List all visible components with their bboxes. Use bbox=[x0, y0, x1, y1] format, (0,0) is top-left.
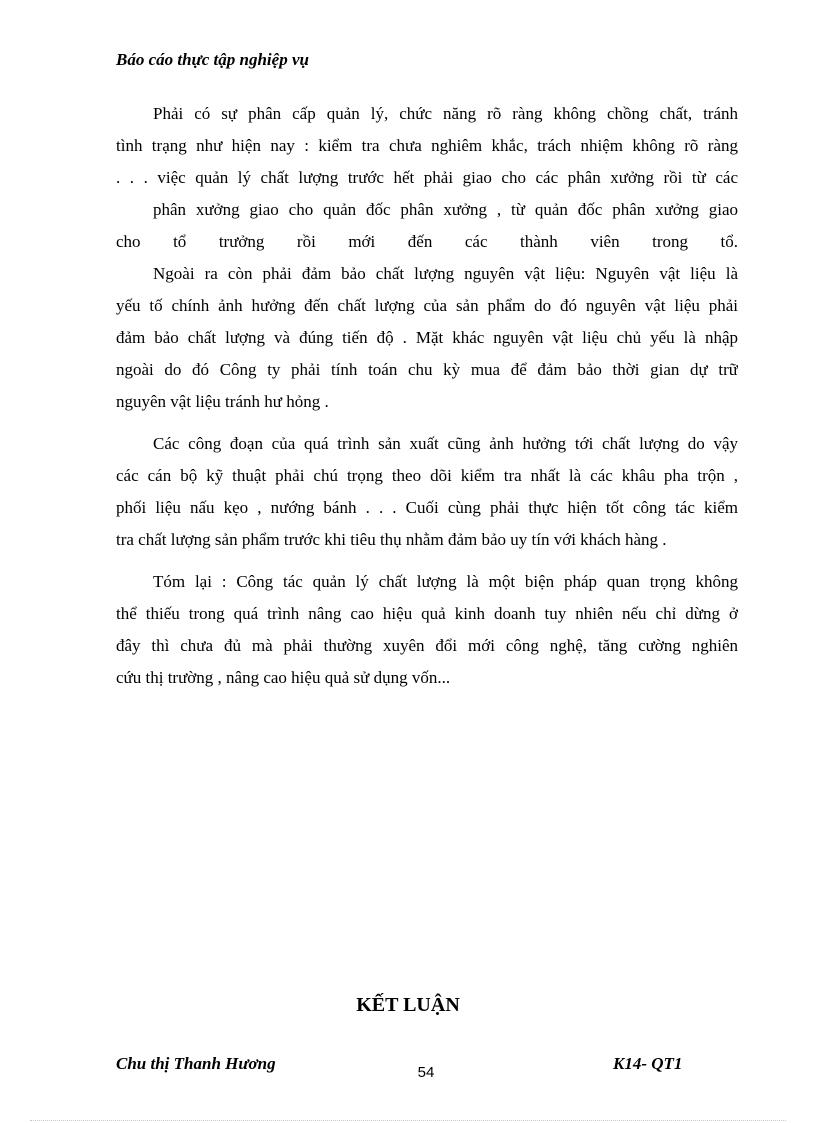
footer-class-code: K14- QT1 bbox=[613, 1054, 683, 1073]
text-line: thể thiếu trong quá trình nâng cao hiệu quả kinh doanh tuy nhiên nếu chỉ dừng ở bbox=[116, 604, 738, 623]
text-line: đây thì chưa đủ mà phải thường xuyên đổi mới công nghệ, tăng cường nghiên bbox=[116, 636, 738, 655]
text-line: cho tổ trưởng rồi mới đến các thành viên trong tổ. bbox=[116, 232, 738, 251]
paragraph bbox=[116, 194, 738, 258]
text-line: các cán bộ kỹ thuật phải chú trọng theo dõi kiểm tra nhất là các khâu pha trộn , bbox=[116, 466, 738, 485]
paragraph-gap bbox=[116, 556, 738, 566]
paragraph-gap bbox=[116, 418, 738, 428]
text-line: ngoài do đó Công ty phải tính toán chu kỳ mua để đảm bảo thời gian dự trữ bbox=[116, 360, 738, 379]
text-line: Phải có sự phân cấp quản lý, chức năng rõ ràng không chồng chất, tránh bbox=[153, 104, 738, 123]
text-line: Tóm lại : Công tác quản lý chất lượng là một biện pháp quan trọng không bbox=[153, 572, 738, 591]
text-line: phân xưởng giao cho quản đốc phân xưởng , từ quản đốc phân xưởng giao bbox=[153, 200, 738, 219]
text-line: tình trạng như hiện nay : kiểm tra chưa nghiêm khắc, trách nhiệm không rõ ràng bbox=[116, 136, 738, 155]
text-line: Các công đoạn của quá trình sản xuất cũng ảnh hưởng tới chất lượng do vậy bbox=[153, 434, 738, 453]
text-line: tra chất lượng sản phẩm trước khi tiêu thụ nhằm đảm bảo uy tín với khách hàng . bbox=[116, 530, 667, 549]
text-line: Ngoài ra còn phải đảm bảo chất lượng nguyên vật liệu: Nguyên vật liệu là bbox=[153, 264, 738, 283]
footer-author: Chu thị Thanh Hương bbox=[116, 1054, 276, 1073]
text-line: đảm bảo chất lượng và đúng tiến độ . Mặt khác nguyên vật liệu chủ yếu là nhập bbox=[116, 328, 738, 347]
conclusion-heading: KẾT LUẬN bbox=[356, 994, 460, 1016]
page-bottom-edge bbox=[30, 1120, 786, 1121]
text-line: . . . việc quản lý chất lượng trước hết phải giao cho các phân xưởng rồi từ các bbox=[116, 168, 738, 187]
text-line: phối liệu nấu kẹo , nướng bánh . . . Cuối cùng phải thực hiện tốt công tác kiểm bbox=[116, 498, 738, 517]
document-body bbox=[116, 98, 738, 694]
paragraph bbox=[116, 566, 738, 694]
paragraph bbox=[116, 428, 738, 556]
paragraph bbox=[116, 258, 738, 418]
paragraph bbox=[116, 98, 738, 194]
text-line: yếu tố chính ảnh hưởng đến chất lượng của sản phẩm do đó nguyên vật liệu phải bbox=[116, 296, 738, 315]
page-number: 54 bbox=[417, 1064, 435, 1081]
text-line: nguyên vật liệu tránh hư hỏng . bbox=[116, 392, 329, 411]
running-header: Báo cáo thực tập nghiệp vụ bbox=[116, 50, 309, 69]
text-line: cứu thị trường , nâng cao hiệu quả sử dụng vốn... bbox=[116, 668, 451, 687]
